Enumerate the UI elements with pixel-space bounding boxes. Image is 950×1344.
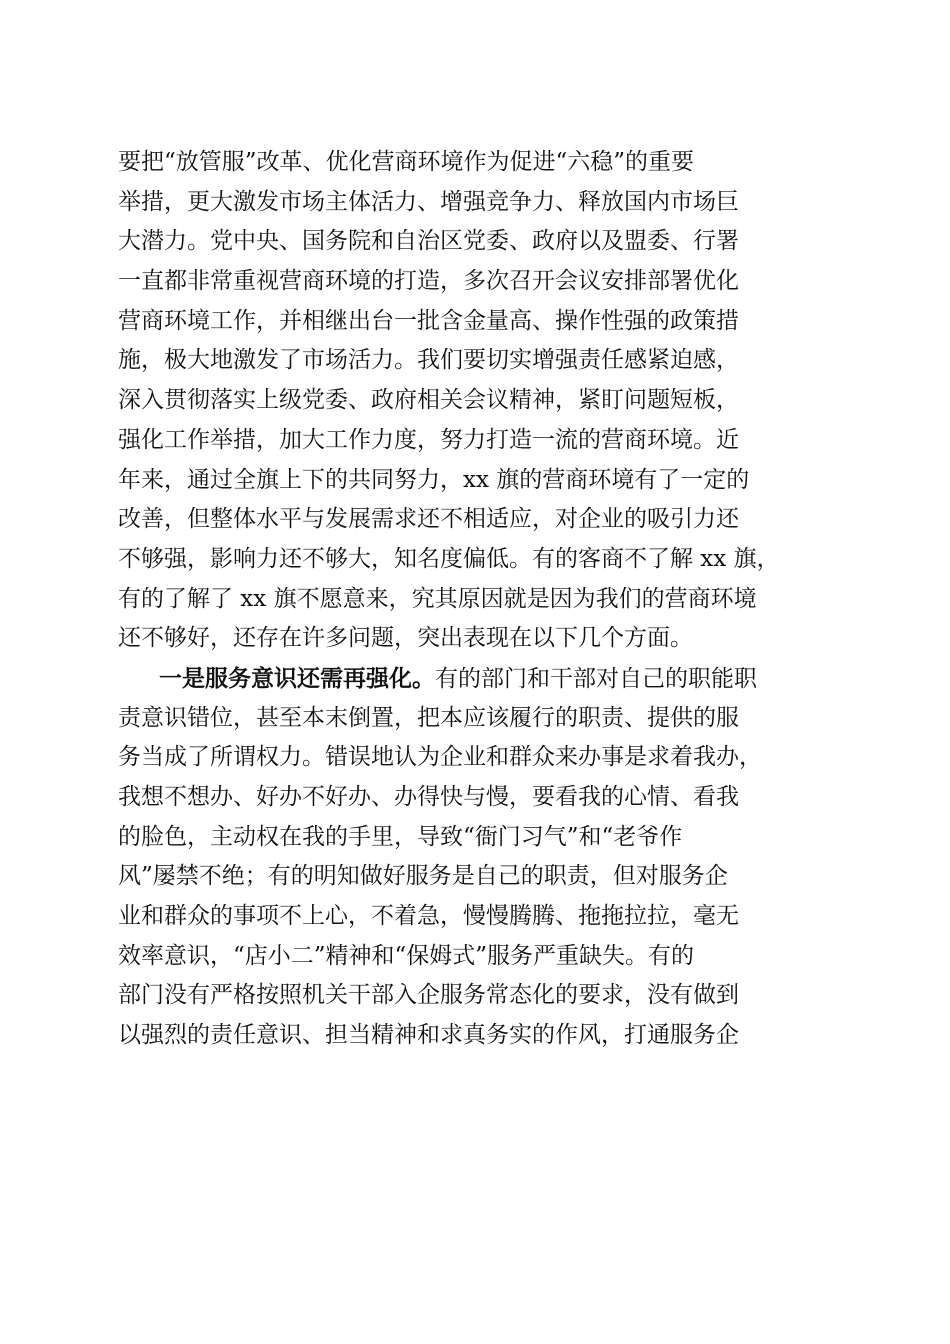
text-line: 要把“放管服”改革、优化营商环境作为促进“六稳”的重要 bbox=[118, 149, 695, 175]
text-line: 风”屡禁不绝；有的明知做好服务是自己的职责，但对服务企 bbox=[118, 863, 728, 890]
body-text bbox=[118, 143, 834, 1056]
paragraph-1 bbox=[118, 143, 834, 659]
text-line: 大潜力。党中央、国务院和自治区党委、政府以及盟委、行署 bbox=[118, 228, 739, 255]
text-line: 我想不想办、好办不好办、办得快与慢，要看我的心情、看我 bbox=[118, 784, 739, 810]
text-line: 以强烈的责任意识、担当精神和求真务实的作风，打通服务企 bbox=[118, 1022, 739, 1049]
text-line: 强化工作举措，加大工作力度，努力打造一流的营商环境。近 bbox=[118, 426, 739, 453]
text-line: 不够强，影响力还不够大，知名度偏低。有的客商不了解 xx 旗， bbox=[118, 545, 780, 572]
text-line: 效率意识，“店小二”精神和“保姆式”服务严重缺失。有的 bbox=[118, 942, 695, 969]
text-line: 一直都非常重视营商环境的打造，多次召开会议安排部署优化 bbox=[118, 268, 739, 295]
text-line: 责意识错位，甚至本末倒置，把本应该履行的职责、提供的服 bbox=[118, 704, 739, 731]
paragraph-2 bbox=[118, 659, 834, 1056]
text-line bbox=[118, 659, 834, 699]
section-heading: 一是服务意识还需再强化。 bbox=[159, 664, 435, 692]
text-line: 务当成了所谓权力。错误地认为企业和群众来办事是求着我办， bbox=[118, 744, 762, 771]
text-line: 部门没有严格按照机关干部入企服务常态化的要求，没有做到 bbox=[118, 982, 739, 1009]
text-line: 举措，更大激发市场主体活力、增强竞争力、释放国内市场巨 bbox=[118, 188, 739, 215]
text-line: 有的了解了 xx 旗不愿意来，究其原因就是因为我们的营商环境 bbox=[118, 585, 757, 612]
text-line: 的脸色，主动权在我的手里，导致“衙门习气”和“老爷作 bbox=[118, 823, 683, 850]
text-line: 年来，通过全旗上下的共同努力，xx 旗的营商环境有了一定的 bbox=[118, 466, 750, 493]
text-line: 营商环境工作，并相继出台一批含金量高、操作性强的政策措 bbox=[118, 307, 739, 334]
text-line: 还不够好，还存在许多问题，突出表现在以下几个方面。 bbox=[118, 625, 693, 652]
text-line: 业和群众的事项不上心，不着急，慢慢腾腾、拖拖拉拉，毫无 bbox=[118, 903, 739, 930]
text-fragment: 有的部门和干部对自己的职能职 bbox=[435, 665, 757, 692]
text-line: 改善，但整体水平与发展需求还不相适应，对企业的吸引力还 bbox=[118, 506, 739, 533]
text-line: 深入贯彻落实上级党委、政府相关会议精神，紧盯问题短板， bbox=[118, 387, 739, 414]
text-line: 施，极大地激发了市场活力。我们要切实增强责任感紧迫感， bbox=[118, 347, 739, 374]
